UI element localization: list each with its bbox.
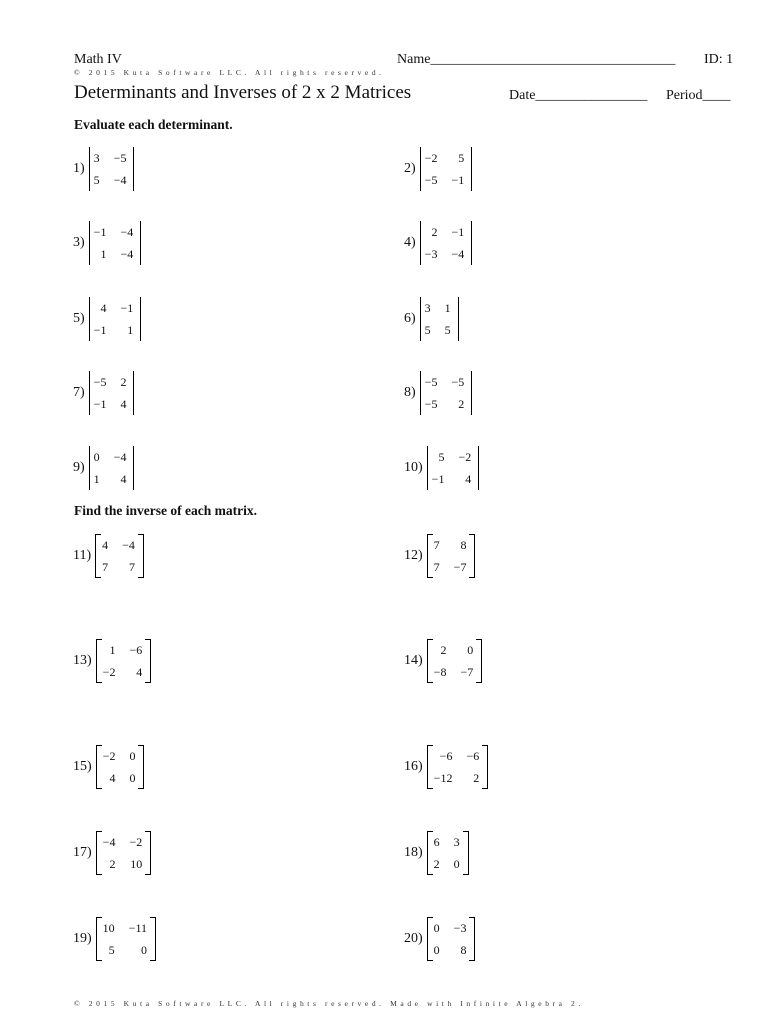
matrix-entry: −11	[128, 921, 147, 935]
matrix-entry: −1	[431, 472, 445, 486]
matrix-entry: 0	[433, 921, 440, 935]
problem-10	[404, 446, 479, 490]
matrix-entry: 3	[453, 835, 460, 849]
problem-number: 9)	[73, 460, 85, 475]
determinant-matrix	[89, 297, 142, 341]
copyright-top: © 2015 Kuta Software LLC. All rights reserved.	[74, 68, 385, 77]
problem-number: 8)	[404, 385, 416, 400]
worksheet-title: Determinants and Inverses of 2 x 2 Matrices	[74, 82, 412, 103]
matrix-entry: −5	[93, 375, 107, 389]
problem-2	[404, 147, 472, 191]
problem-number: 18)	[404, 845, 423, 860]
matrix-entry: −4	[451, 247, 465, 261]
matrix-entry: 1	[127, 323, 134, 337]
matrix-entry: −6	[466, 749, 480, 763]
bracket-matrix	[96, 917, 156, 961]
problem-number: 17)	[73, 845, 92, 860]
matrix-entry: −3	[424, 247, 438, 261]
matrix-entry: −2	[129, 835, 143, 849]
matrix-entry: 5	[424, 323, 431, 337]
problem-15	[73, 745, 144, 789]
course-label: Math IV	[74, 52, 122, 67]
problem-number: 15)	[73, 759, 92, 774]
matrix-entry: −1	[93, 225, 107, 239]
matrix-entry: 0	[129, 749, 136, 763]
matrix-entry: 3	[424, 301, 431, 315]
determinant-matrix	[420, 297, 459, 341]
matrix-entry: 2	[433, 857, 440, 871]
problem-number: 6)	[404, 311, 416, 326]
matrix-entry: 1	[100, 247, 107, 261]
problem-number: 20)	[404, 931, 423, 946]
matrix-entry: −3	[453, 921, 467, 935]
problem-11	[73, 534, 144, 578]
copyright-footer: © 2015 Kuta Software LLC. All rights reserved. Made with Infinite Algebra 2.	[74, 999, 584, 1008]
determinant-matrix	[427, 446, 480, 490]
matrix-entry: 0	[433, 943, 440, 957]
matrix-entry: −5	[113, 151, 127, 165]
date-field-label: Date________________	[509, 88, 648, 103]
problem-16	[404, 745, 488, 789]
problem-12	[404, 534, 475, 578]
determinant-matrix	[89, 446, 135, 490]
matrix-entry: −1	[93, 397, 107, 411]
matrix-entry: 7	[128, 560, 135, 574]
bracket-matrix	[427, 639, 483, 683]
problem-13	[73, 639, 151, 683]
matrix-entry: 10	[130, 857, 143, 871]
bracket-matrix	[427, 745, 489, 789]
problem-number: 4)	[404, 235, 416, 250]
matrix-entry: 5	[108, 943, 115, 957]
matrix-entry: −5	[451, 375, 465, 389]
determinant-matrix	[89, 221, 142, 265]
matrix-entry: −4	[120, 247, 134, 261]
problem-number: 16)	[404, 759, 423, 774]
matrix-entry: −2	[424, 151, 438, 165]
matrix-entry: 2	[431, 225, 438, 239]
problem-4	[404, 221, 472, 265]
matrix-entry: 0	[141, 943, 147, 957]
matrix-entry: 2	[458, 397, 465, 411]
problem-19	[73, 917, 156, 961]
matrix-entry: −6	[439, 749, 453, 763]
problem-18	[404, 831, 469, 875]
matrix-entry: 0	[93, 450, 100, 464]
determinant-matrix	[89, 371, 135, 415]
matrix-entry: 1	[444, 301, 451, 315]
matrix-entry: −8	[433, 665, 447, 679]
period-field-label: Period____	[666, 88, 731, 103]
matrix-entry: −5	[424, 397, 438, 411]
matrix-entry: −4	[122, 538, 135, 552]
problem-6	[404, 297, 459, 341]
matrix-entry: −7	[460, 665, 474, 679]
problem-number: 5)	[73, 311, 85, 326]
matrix-entry: 5	[438, 450, 445, 464]
matrix-entry: 4	[102, 538, 109, 552]
problem-number: 12)	[404, 548, 423, 563]
matrix-entry: 8	[460, 538, 467, 552]
matrix-entry: −1	[93, 323, 107, 337]
problem-14	[404, 639, 482, 683]
determinants-instruction: Evaluate each determinant.	[74, 117, 233, 132]
matrix-entry: 4	[120, 472, 127, 486]
matrix-entry: 4	[465, 472, 472, 486]
matrix-entry: 2	[120, 375, 127, 389]
matrix-entry: 8	[460, 943, 467, 957]
matrix-entry: 7	[102, 560, 109, 574]
matrix-entry: −2	[458, 450, 472, 464]
determinant-matrix	[89, 147, 135, 191]
matrix-entry: 4	[100, 301, 107, 315]
matrix-entry: 4	[109, 771, 116, 785]
inverses-instruction: Find the inverse of each matrix.	[74, 503, 257, 518]
matrix-entry: 1	[93, 472, 100, 486]
matrix-entry: 7	[433, 538, 440, 552]
matrix-entry: 4	[120, 397, 127, 411]
matrix-entry: 7	[433, 560, 440, 574]
bracket-matrix	[96, 745, 145, 789]
problem-7	[73, 371, 134, 415]
matrix-entry: −6	[129, 643, 143, 657]
matrix-entry: 10	[102, 921, 115, 935]
determinant-matrix	[420, 147, 473, 191]
matrix-entry: 2	[440, 643, 447, 657]
matrix-entry: −7	[453, 560, 467, 574]
determinant-matrix	[420, 371, 473, 415]
matrix-entry: 5	[458, 151, 465, 165]
matrix-entry: 0	[453, 857, 460, 871]
problem-1	[73, 147, 134, 191]
problem-3	[73, 221, 141, 265]
matrix-entry: −1	[451, 225, 465, 239]
problem-number: 10)	[404, 460, 423, 475]
problem-17	[73, 831, 151, 875]
problem-number: 19)	[73, 931, 92, 946]
matrix-entry: 5	[93, 173, 100, 187]
matrix-entry: −1	[451, 173, 465, 187]
matrix-entry: −2	[102, 749, 116, 763]
matrix-entry: −5	[424, 173, 438, 187]
problem-number: 14)	[404, 653, 423, 668]
matrix-entry: −1	[120, 301, 134, 315]
matrix-entry: −4	[113, 173, 127, 187]
determinant-matrix	[420, 221, 473, 265]
bracket-matrix	[96, 639, 152, 683]
matrix-entry: 2	[473, 771, 480, 785]
problem-5	[73, 297, 141, 341]
matrix-entry: 1	[109, 643, 116, 657]
problem-number: 3)	[73, 235, 85, 250]
matrix-entry: 2	[109, 857, 116, 871]
problem-number: 7)	[73, 385, 85, 400]
problem-number: 11)	[73, 548, 92, 563]
matrix-entry: 5	[444, 323, 451, 337]
matrix-entry: −4	[120, 225, 134, 239]
problem-number: 2)	[404, 161, 416, 176]
matrix-entry: 6	[433, 835, 440, 849]
matrix-entry: 3	[93, 151, 100, 165]
problem-9	[73, 446, 134, 490]
matrix-entry: −2	[102, 665, 116, 679]
id-label: ID: 1	[704, 52, 734, 67]
matrix-entry: −5	[424, 375, 438, 389]
problem-20	[404, 917, 475, 961]
matrix-entry: −4	[102, 835, 116, 849]
problem-number: 13)	[73, 653, 92, 668]
bracket-matrix	[427, 917, 476, 961]
matrix-entry: 0	[467, 643, 474, 657]
matrix-entry: −12	[433, 771, 453, 785]
name-field-label: Name___________________________________	[397, 52, 676, 67]
bracket-matrix	[427, 534, 476, 578]
problem-number: 1)	[73, 161, 85, 176]
problem-8	[404, 371, 472, 415]
matrix-entry: 4	[136, 665, 143, 679]
bracket-matrix	[96, 831, 152, 875]
matrix-entry: −4	[113, 450, 127, 464]
matrix-entry: 0	[129, 771, 136, 785]
bracket-matrix	[95, 534, 144, 578]
bracket-matrix	[427, 831, 469, 875]
